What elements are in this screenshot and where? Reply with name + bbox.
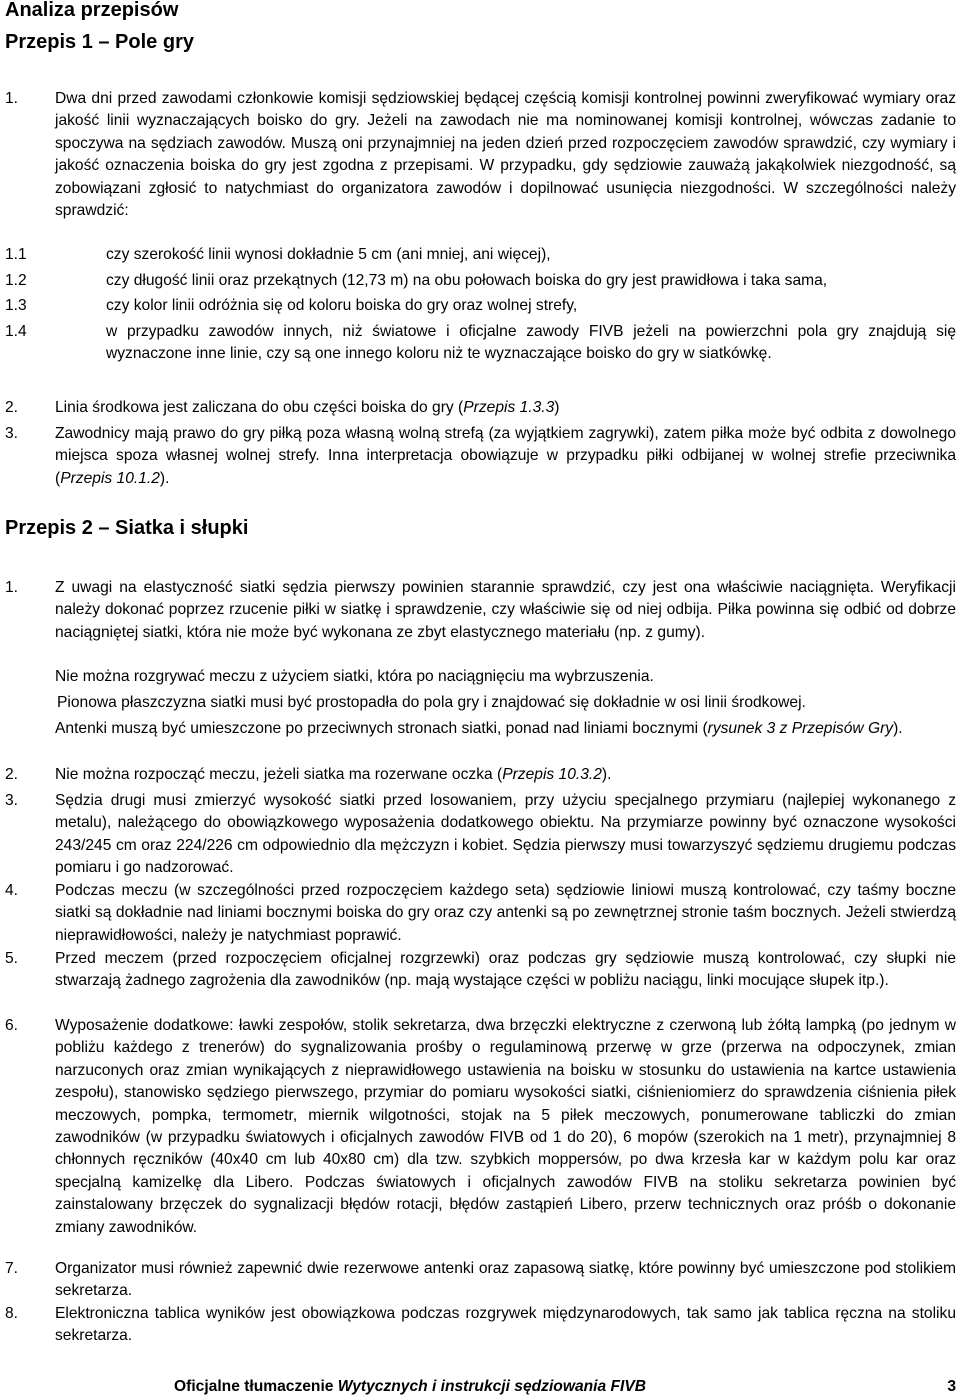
item-text bbox=[55, 397, 956, 419]
subitem-text: czy szerokość linii wynosi dokładnie 5 cm (ani mniej, ani więcej), bbox=[106, 246, 551, 263]
rule-reference: Przepis 10.1.2 bbox=[60, 469, 160, 487]
rule1-subitem-1-2 bbox=[5, 270, 956, 292]
rule-reference: rysunek 3 z Przepisów Gry bbox=[707, 720, 894, 737]
page-number: 3 bbox=[947, 1378, 956, 1395]
rule1-heading: Przepis 1 – Pole gry bbox=[5, 31, 194, 53]
text-part: Nie można rozpocząć meczu, jeżeli siatka ma rozerwane oczka ( bbox=[55, 766, 503, 783]
subitem-number: 1.3 bbox=[5, 297, 27, 314]
text-part: ). bbox=[159, 469, 170, 487]
rule2-heading: Przepis 2 – Siatka i słupki bbox=[5, 517, 249, 539]
doc-heading: Analiza przepisów bbox=[5, 0, 179, 21]
subitem-text: czy długość linii oraz przekątnych (12,73 m) na obu połowach boiska do gry jest prawidłowa i taka sama, bbox=[106, 272, 828, 289]
text-part: Zawodnicy mają prawo do gry piłką poza własną wolną strefą (za wyjątkiem zagrywki), zatem piłka może być odbita z dowolnego miejsca spoza własnej wolnej strefy. Inna interpretacja obowiązuje w przypadku piłki odbijanej w wolnej strefie przeciwnika ( bbox=[55, 425, 956, 487]
rule1-subitem-1-1 bbox=[5, 244, 956, 266]
item-text: Z uwagi na elastyczność siatki sędzia pierwszy powinien starannie sprawdzić, czy jest ona właściwie naciągnięta. Weryfikacji należy dokonać poprzez rzucenie piłki w siatkę i sprawdzenie, czy właściwie się od niej odbija. Piłka powinna się odbić od dobrze naciągniętej siatki, która nie może być wykonana ze zbyt elastycznego materiału (np. z gumy). bbox=[55, 579, 956, 641]
item-text: Dwa dni przed zawodami członkowie komisji sędziowskiej będącej częścią komisji kontrolnej powinni zweryfikować wymiary oraz jakość linii wyznaczających boisko do gry. Jeżeli na zawodach nie ma nominowanej komisji kontrolnej, wówczas zadanie to spoczywa na sędziach zawodów. Muszą oni przynajmniej na jeden dzień przed rozpoczęciem zawodów sprawdzić, czy wymiary i jakość oznaczenia boiska do gry jest zgodna z przepisami. W przypadku, gdy sędziowie zauważą jakąkolwiek niezgodność, są zobowiązani zgłosić to natychmiast do organizatora zawodów i dopilnować usunięcia niezgodności. W szczególności należy sprawdzić: bbox=[55, 90, 956, 220]
item-number: 6. bbox=[5, 1017, 19, 1034]
item-number: 5. bbox=[5, 950, 19, 967]
rule-reference: Przepis 10.3.2 bbox=[502, 766, 602, 783]
rule2-item-1 bbox=[5, 577, 956, 644]
item-number: 3. bbox=[5, 792, 19, 809]
rule1-item-1 bbox=[5, 88, 956, 222]
rule2-item-4 bbox=[5, 880, 956, 947]
rule2-item-1-para-2: Nie można rozgrywać meczu z użyciem siatki, która po naciągnięciu ma wybrzuszenia. bbox=[55, 668, 654, 685]
rule1-subitem-1-4 bbox=[5, 321, 956, 366]
item-number: 3. bbox=[5, 425, 19, 442]
subitem-number: 1.2 bbox=[5, 272, 27, 289]
item-text bbox=[55, 764, 956, 786]
item-text bbox=[55, 423, 956, 490]
item-text: Podczas meczu (w szczególności przed rozpoczęciem każdego seta) sędziowie liniowi muszą kontrolować, czy taśmy boczne siatki są dokładnie nad liniami bocznymi boiska do gry oraz czy antenki są po zewnętrznej stronie taśm bocznych. Jeżeli stwierdzą nieprawidłowości, należy je natychmiast poprawić. bbox=[55, 882, 956, 944]
text-part: Antenki muszą być umieszczone po przeciwnych stronach siatki, ponad nad liniami bocznymi ( bbox=[55, 720, 708, 737]
rule2-item-1-para-4 bbox=[55, 718, 956, 740]
rule2-item-8 bbox=[5, 1303, 956, 1348]
rule2-item-2 bbox=[5, 764, 956, 786]
item-number: 2. bbox=[5, 399, 19, 416]
footer-text bbox=[174, 1376, 646, 1398]
subitem-number: 1.1 bbox=[5, 246, 27, 263]
rule2-item-7 bbox=[5, 1258, 956, 1303]
item-text: Przed meczem (przed rozpoczęciem oficjalnej rozgrzewki) oraz podczas gry sędziowie muszą kontrolować, czy słupki nie stwarzają żadnego zagrożenia dla zawodników (np. mają wystające części w pobliżu naciągu, linki mocujące słupek itp.). bbox=[55, 950, 956, 990]
item-number: 7. bbox=[5, 1260, 19, 1277]
footer-title: Wytycznych i instrukcji sędziowania FIVB bbox=[337, 1378, 647, 1395]
text-part: ). bbox=[601, 766, 612, 783]
rule2-item-5 bbox=[5, 948, 956, 993]
item-text: Sędzia drugi musi zmierzyć wysokość siatki przed losowaniem, przy użyciu specjalnego przymiaru (najlepiej wykonanego z metalu), należącego do obowiązkowego wyposażenia dodatkowego obiektu. Na przymiarze powinny być oznaczone wysokości 243/245 cm oraz 224/226 cm odpowiednio dla mężczyzn i kobiet. Sędzia pierwszy musi towarzyszyć sędziemu drugiemu podczas pomiaru i go nadzorować. bbox=[55, 792, 956, 877]
item-number: 1. bbox=[5, 579, 19, 596]
rule2-item-1-para-3: Pionowa płaszczyzna siatki musi być prostopadła do pola gry i znajdować się dokładnie w osi linii środkowej. bbox=[57, 694, 806, 711]
item-number: 4. bbox=[5, 882, 19, 899]
subitem-number: 1.4 bbox=[5, 323, 27, 340]
text-part: ) bbox=[554, 399, 560, 416]
item-number: 2. bbox=[5, 766, 19, 783]
rule1-item-3 bbox=[5, 423, 956, 490]
rule2-item-6 bbox=[5, 1015, 956, 1239]
subitem-text: w przypadku zawodów innych, niż światowe i oficjalne zawody FIVB jeżeli na powierzchni pola gry znajdują się wyznaczone inne linie, czy są one innego koloru niż te wyznaczające boisko do gry w siatkówkę. bbox=[106, 323, 956, 363]
rule2-item-3 bbox=[5, 790, 956, 880]
text-part: Linia środkowa jest zaliczana do obu części boiska do gry ( bbox=[55, 399, 464, 416]
rule1-item-2 bbox=[5, 397, 956, 419]
subitem-text: czy kolor linii odróżnia się od koloru boiska do gry oraz wolnej strefy, bbox=[106, 297, 578, 314]
item-text: Wyposażenie dodatkowe: ławki zespołów, stolik sekretarza, dwa brzęczki elektryczne z czerwoną lub żółtą lampką (po jednym w pobliżu każdego z trenerów) do sygnalizowania prośby o regulaminową przerwę w grze (przerwa na odpoczynek, zmian narzuconych oraz zmian wynikających z nieprawidłowego ustawienia na boisku w stosunku do ustawienia na kartce ustawienia zespołu), stanowisko sędziego pierwszego, przymiar do pomiaru wysokości siatki, ciśnieniomierz do sprawdzenia ciśnienia piłek meczowych, pompka, termometr, miernik wilgotności, stojak na 5 piłek meczowych, ponumerowane tabliczki do zmian zawodników (w przypadku światowych i oficjalnych zawodów FIVB od 1 do 20), 6 mopów (szerokich na 1 metr), przynajmniej 8 chłonnych ręczników (40x40 cm lub 40x80 cm) dla tzw. szybkich moppersów, po dwa krzesła kar w każdym polu kar oraz specjalną kamizelkę dla Libero. Podczas światowych i oficjalnych zawodów FIVB na stoliku sekretarza powinien być zainstalowany brzęczek do sygnalizacji błędów rotacji, błędów zastąpień Libero, przerw technicznych oraz próśb o dokonanie zmiany zawodników. bbox=[55, 1017, 956, 1236]
item-text: Elektroniczna tablica wyników jest obowiązkowa podczas rozgrywek międzynarodowych, tak samo jak tablica ręczna na stoliku sekretarza. bbox=[55, 1305, 956, 1345]
item-text: Organizator musi również zapewnić dwie rezerwowe antenki oraz zapasową siatkę, które powinny być umieszczone pod stolikiem sekretarza. bbox=[55, 1260, 956, 1300]
footer-text-part: Oficjalne tłumaczenie bbox=[174, 1378, 338, 1395]
rule1-subitem-1-3 bbox=[5, 295, 956, 317]
rule-reference: Przepis 1.3.3 bbox=[463, 399, 555, 416]
item-number: 1. bbox=[5, 90, 19, 107]
text-part: ). bbox=[893, 720, 903, 737]
item-number: 8. bbox=[5, 1305, 19, 1322]
